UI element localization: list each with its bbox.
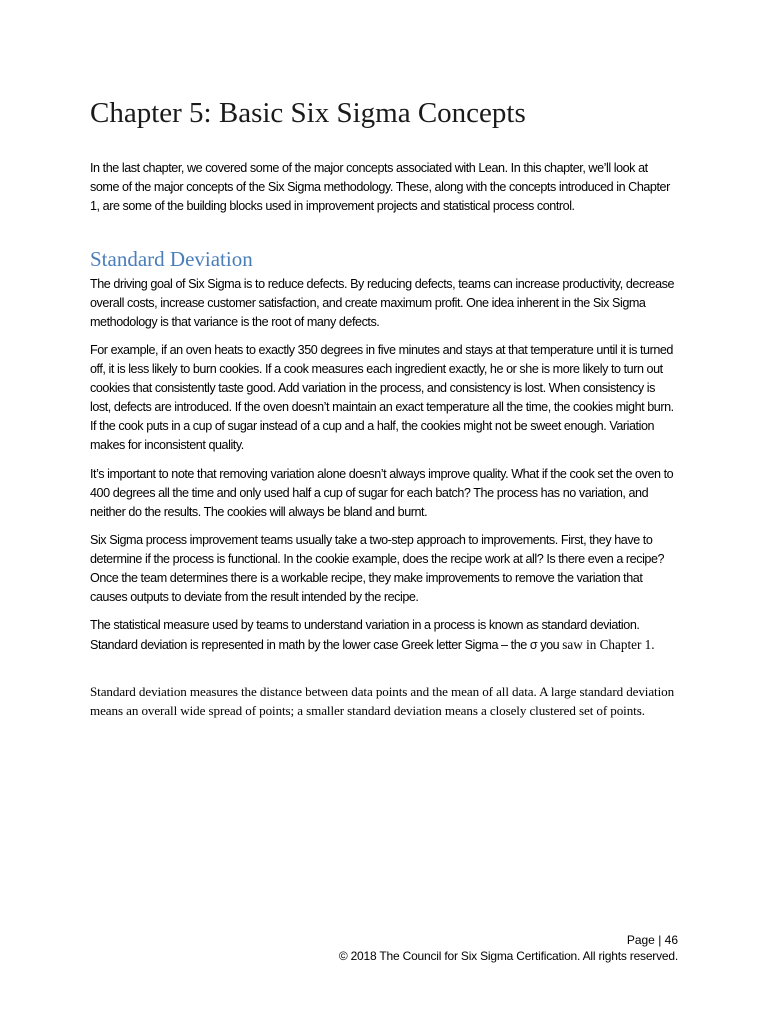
chapter-title: Chapter 5: Basic Six Sigma Concepts bbox=[90, 97, 526, 129]
sigma-symbol: σ bbox=[529, 638, 538, 652]
footer-copyright: © 2018 The Council for Six Sigma Certification. All rights reserved. bbox=[338, 949, 678, 963]
paragraph-oven-example: For example, if an oven heats to exactly 350 degrees in five minutes and stays at that temperature until it is turned off, it is less likely to burn cookies. If a cook measures each ingredient exactly, he or she is more likely to turn out cookies that consistently taste good. Add variation in the process, and consistency is lost. When consistency is lost, defects are introduced. If the oven doesn’t maintain an exact temperature all the time, the cookies might burn. If the cook puts in a cup of sugar instead of a cup and a half, the cookies might not be sweet enough. Variation makes for inconsistent quality. bbox=[90, 343, 674, 452]
paragraph-removing-variation: It’s important to note that removing variation alone doesn’t always improve quality. What if the cook set the oven to 400 degrees all the time and only used half a cup of sugar for each batch? The process has no variation, and neither do the results. The cookies will always be bland and burnt. bbox=[90, 467, 674, 519]
paragraph-two-step-approach: Six Sigma process improvement teams usually take a two-step approach to improvements. First, they have to determine if the process is functional. In the cookie example, does the recipe work at all? Is there even a recipe? Once the team determines there is a workable recipe, they make improvements to remove the variation that causes outputs to deviate from the result intended by the recipe. bbox=[90, 533, 665, 604]
section-heading-standard-deviation: Standard Deviation bbox=[90, 247, 253, 271]
sigma-paragraph-tail: saw in Chapter 1. bbox=[562, 637, 655, 652]
sigma-paragraph-after-symbol: you bbox=[537, 638, 563, 652]
footer-page-number: Page | 46 bbox=[626, 933, 678, 947]
paragraph-sigma-definition bbox=[90, 616, 678, 655]
paragraph-driving-goal: The driving goal of Six Sigma is to reduce defects. By reducing defects, teams can increase productivity, decrease overall costs, increase customer satisfaction, and create maximum profit. One idea inherent in the Six Sigma methodology is that variance is the root of many defects. bbox=[90, 277, 675, 329]
intro-paragraph: In the last chapter, we covered some of the major concepts associated with Lean. In this chapter, we’ll look at some of the major concepts of the Six Sigma methodology. These, along with the concepts introduced in Chapter 1, are some of the building blocks used in improvement projects and statistical process control. bbox=[90, 161, 670, 213]
sigma-paragraph-main: The statistical measure used by teams to understand variation in a process is known as standard deviation. Standard deviation is represented in math by the lower case Greek letter Sigma – the bbox=[90, 618, 640, 652]
paragraph-closing: Standard deviation measures the distance between data points and the mean of all data. A large standard deviation means an overall wide spread of points; a smaller standard deviation means a closely clustered set of points. bbox=[90, 684, 675, 718]
